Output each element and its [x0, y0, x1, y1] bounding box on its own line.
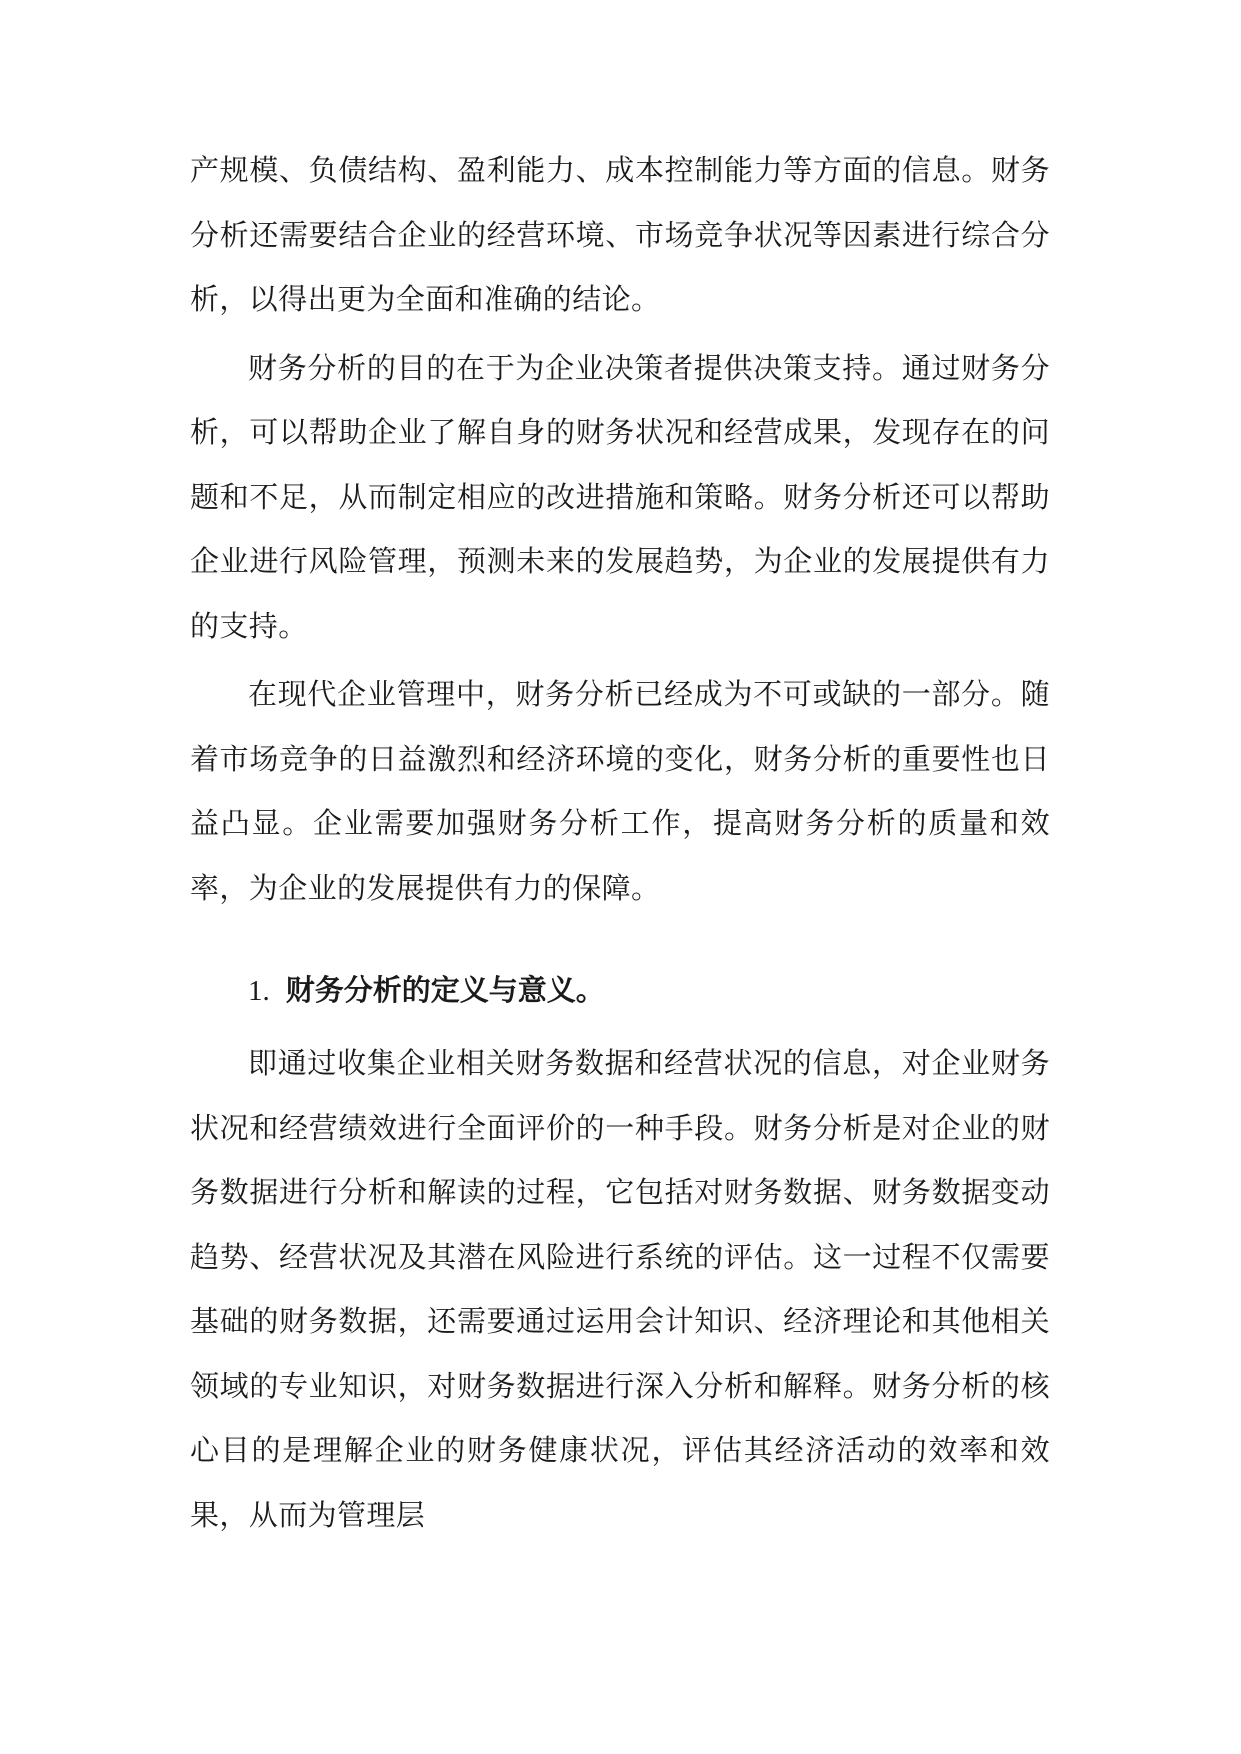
section-heading	[190, 958, 1050, 1023]
paragraph-continued: 产规模、负债结构、盈利能力、成本控制能力等方面的信息。财务分析还需要结合企业的经营环境、市场竞争状况等因素进行综合分析，以得出更为全面和准确的结论。	[190, 153, 1050, 316]
paragraph-purpose: 财务分析的目的在于为企业决策者提供决策支持。通过财务分析，可以帮助企业了解自身的财务状况和经营成果，发现存在的问题和不足，从而制定相应的改进措施和策略。财务分析还可以帮助企业进行风险管理，预测未来的发展趋势，为企业的发展提供有力的支持。	[190, 350, 1050, 643]
section-title: 财务分析的定义与意义。	[285, 973, 605, 1007]
document-page	[190, 138, 1050, 1547]
paragraph-modern-management: 在现代企业管理中，财务分析已经成为不可或缺的一部分。随着市场竞争的日益激烈和经济环境的变化，财务分析的重要性也日益凸显。企业需要加强财务分析工作，提高财务分析的质量和效率，为企业的发展提供有力的保障。	[190, 677, 1050, 905]
paragraph-definition: 即通过收集企业相关财务数据和经营状况的信息，对企业财务状况和经营绩效进行全面评价的一种手段。财务分析是对企业的财务数据进行分析和解读的过程，它包括对财务数据、财务数据变动趋势、经营状况及其潜在风险进行系统的评估。这一过程不仅需要基础的财务数据，还需要通过运用会计知识、经济理论和其他相关领域的专业知识，对财务数据进行深入分析和解释。财务分析的核心目的是理解企业的财务健康状况，评估其经济活动的效率和效果，从而为管理层	[190, 1046, 1050, 1532]
section-number: 1.	[248, 975, 270, 1007]
